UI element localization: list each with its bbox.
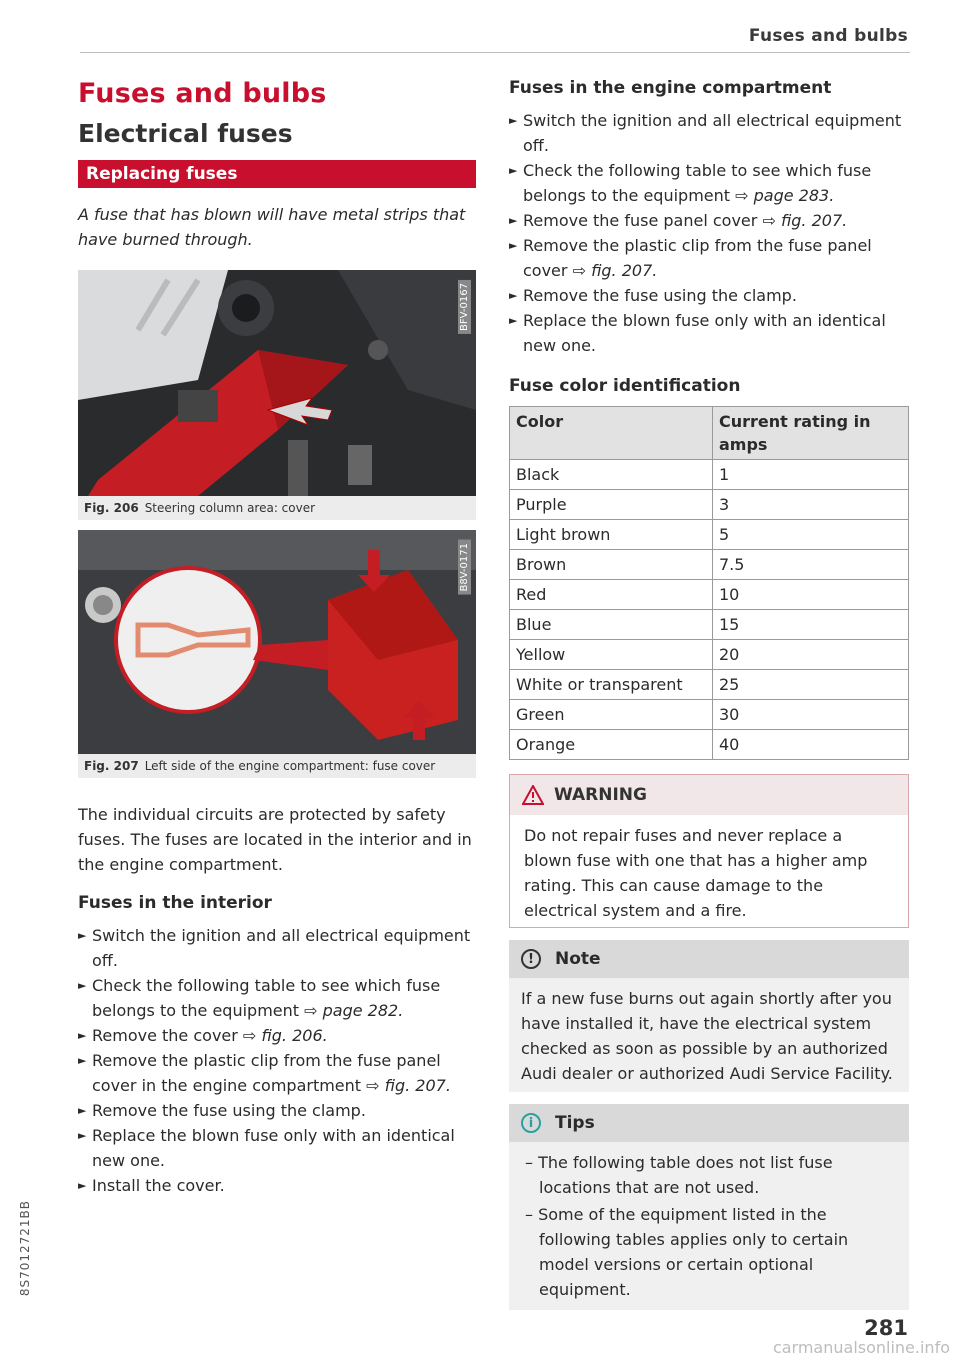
figure-ref-link[interactable]: fig. 206. [261,1026,328,1045]
figure-206-caption [78,496,476,520]
list-item: ► Replace the blown fuse only with an identical new one. [78,1126,455,1170]
figure-206-caption-text: Steering column area: cover [144,501,316,515]
warning-title: WARNING [554,785,647,805]
table-row: White or transparent 25 [510,670,909,700]
figure-ref-link[interactable]: fig. 207. [384,1076,451,1095]
note-header [509,940,909,978]
figure-206-image [78,270,476,496]
list-item: ► Remove the plastic clip from the fuse panel cover in the engine compartment ⇨ fig. 207. [78,1051,451,1095]
tips-box [509,1104,909,1310]
note-title: Note [555,949,601,969]
table-row: Brown 7.5 [510,550,909,580]
engine-steps [509,108,909,358]
document-code: 8S7012721BB [18,1200,32,1297]
subsection-bar: Replacing fuses [78,160,476,188]
table-row: Blue 15 [510,610,909,640]
running-header-title: Fuses and bulbs [748,26,908,46]
left-column [78,72,476,1198]
column-header-rating: Current rating in amps [713,407,909,460]
table-row: Purple 3 [510,490,909,520]
figure-ref-link[interactable]: fig. 207. [591,261,658,280]
list-item: ► Remove the fuse using the clamp. [78,1101,366,1120]
section-title: Electrical fuses [78,119,293,148]
table-header-row [510,407,909,460]
interior-steps [78,923,476,1198]
table-row: Red 10 [510,580,909,610]
warning-box [509,774,909,928]
warning-text: Do not repair fuses and never replace a blown fuse with one that has a higher amp rating. This can cause damage to the electrical system and a fire. [524,826,868,920]
table-row: Green 30 [510,700,909,730]
note-box [509,940,909,1092]
warning-triangle-icon [522,785,544,805]
figure-ref-link[interactable]: fig. 207. [780,211,848,230]
table-row: Yellow 20 [510,640,909,670]
table-row: Orange 40 [510,730,909,760]
note-info-icon: ! [521,949,541,969]
figure-206-label: Fig. 206 [84,501,139,515]
page-ref-link[interactable]: page 283. [753,186,835,205]
list-item: – The following table does not list fuse locations that are not used. [525,1153,833,1197]
tips-title: Tips [555,1113,595,1133]
steering-column-illustration [78,270,476,496]
list-item: ► Switch the ignition and all electrical equipment off. [509,111,902,155]
figure-207-code: B8V-0171 [458,540,471,595]
list-item: ► Replace the blown fuse only with an identical new one. [509,311,886,355]
right-column [509,72,909,1310]
fuse-color-heading: Fuse color identification [509,376,741,396]
figure-206-code: BFV-0167 [458,280,471,334]
figure-207-label: Fig. 207 [84,759,139,773]
figure-207-caption-text: Left side of the engine compartment: fuse cover [144,759,436,773]
intro-text: A fuse that has blown will have metal strips that have burned through. [78,205,466,249]
note-text: If a new fuse burns out again shortly after you have installed it, have the electrical system checked as soon as possible by an authorized Audi dealer or authorized Audi Service Facility. [521,989,893,1083]
header-rule [80,52,910,53]
list-item: ► Check the following table to see which fuse belongs to the equipment ⇨ page 283. [509,161,872,205]
list-item: ► Install the cover. [78,1176,225,1195]
table-row: Black 1 [510,460,909,490]
figure-207-caption [78,754,476,778]
list-item: ► Remove the cover ⇨ fig. 206. [78,1026,328,1045]
page-number: 281 [864,1316,908,1340]
tips-info-icon: i [521,1113,541,1133]
list-item: – Some of the equipment listed in the following tables applies only to certain model versions or certain optional equipment. [525,1205,849,1299]
column-header-color: Color [510,407,713,460]
list-item: ► Remove the plastic clip from the fuse panel cover ⇨ fig. 207. [509,236,872,280]
list-item: ► Switch the ignition and all electrical equipment off. [78,926,471,970]
tips-header [509,1104,909,1142]
figure-207-image [78,530,476,754]
list-item: ► Remove the fuse using the clamp. [509,286,797,305]
warning-header [510,775,908,815]
table-row: Light brown 5 [510,520,909,550]
list-item: ► Remove the fuse panel cover ⇨ fig. 207. [509,211,848,230]
list-item: ► Check the following table to see which fuse belongs to the equipment ⇨ page 282. [78,976,441,1020]
engine-heading: Fuses in the engine compartment [509,78,832,98]
chapter-title: Fuses and bulbs [78,78,327,109]
watermark: carmanualsonline.info [772,1338,950,1357]
tips-list [509,1142,909,1310]
fuses-body-text: The individual circuits are protected by safety fuses. The fuses are located in the interior and in the engine compartment. [78,805,472,874]
fuse-color-table [509,406,909,760]
interior-heading: Fuses in the interior [78,893,272,913]
engine-compartment-illustration [78,530,476,754]
page-ref-link[interactable]: page 282. [322,1001,404,1020]
